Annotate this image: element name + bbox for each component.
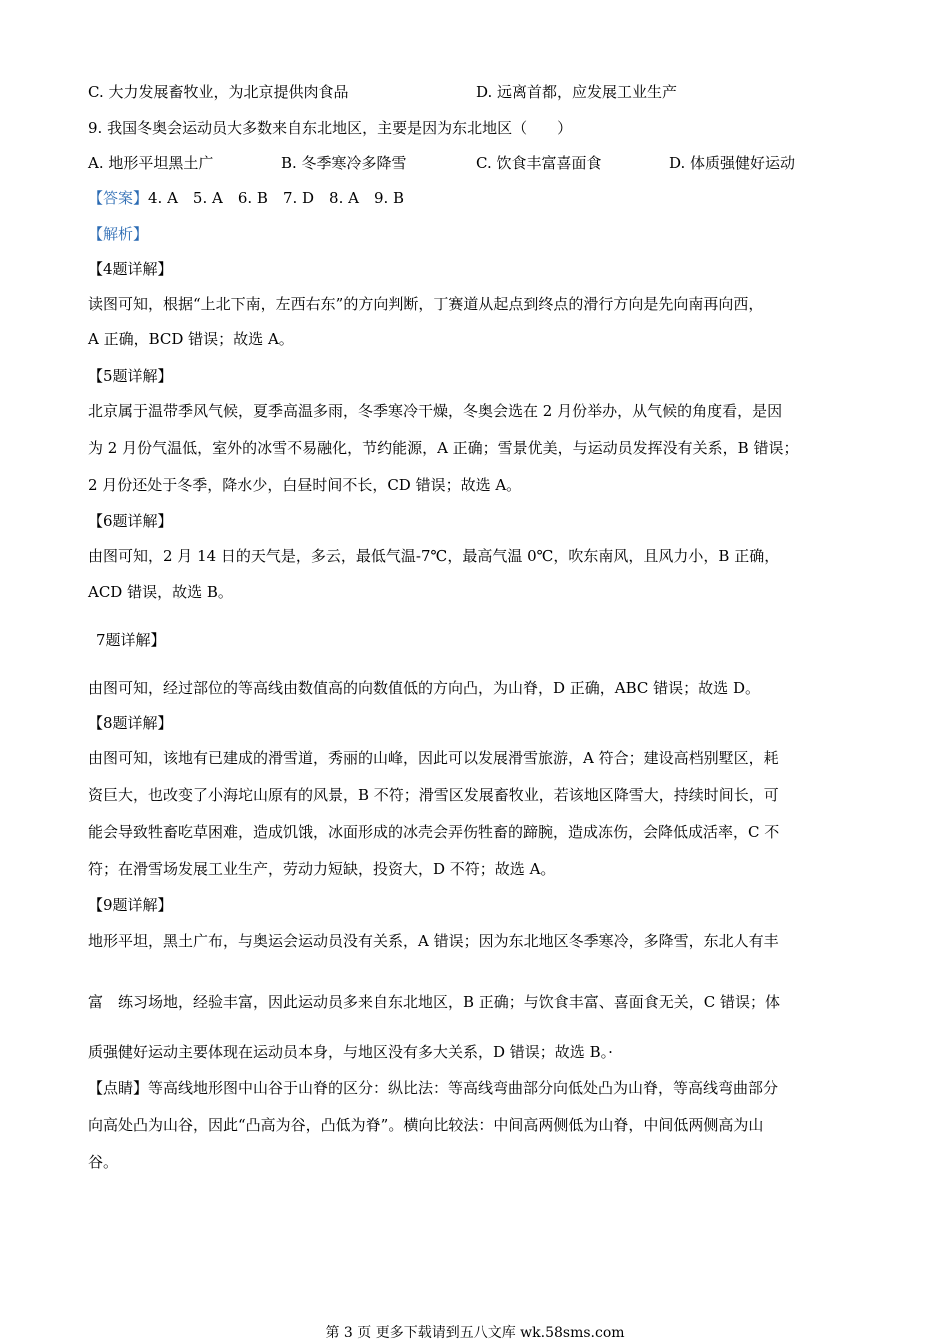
q4-line-1: 读图可知，根据“上北下南，左西右东”的方向判断，丁赛道从起点到终点的滑行方向是先向南再向西， bbox=[88, 295, 764, 313]
q4-heading: 【4题详解】 bbox=[88, 260, 173, 278]
q7-heading: 7题详解】 bbox=[96, 631, 166, 649]
answer-text: 4. A 5. A 6. B 7. D 8. A 9. B bbox=[148, 189, 405, 207]
q5-line-2: 为 2 月份气温低，室外的冰雪不易融化，节约能源，A 正确；雪景优美，与运动员发挥没有关系，B 错误； bbox=[88, 439, 799, 457]
tip-line-1: 【点睛】等高线地形图中山谷于山脊的区分：纵比法：等高线弯曲部分向低处凸为山脊，等高线弯曲部分 bbox=[88, 1079, 779, 1097]
q8-line-2: 资巨大，也改变了小海坨山原有的风景，B 不符；滑雪区发展畜牧业，若该地区降雪大，持续时间长，可 bbox=[88, 786, 779, 804]
q9-line-1: 地形平坦，黑土广布，与奥运会运动员没有关系，A 错误；因为东北地区冬季寒冷，多降雪，东北人有丰 bbox=[88, 932, 779, 950]
analysis-tag: 【解析】 bbox=[88, 225, 149, 243]
q9-option-a: A. 地形平坦黑土广 bbox=[88, 154, 214, 172]
q9-line-2: 富 练习场地，经验丰富，因此运动员多来自东北地区，B 正确；与饮食丰富、喜面食无关，C 错误；体 bbox=[88, 993, 781, 1011]
answer-tag: 【答案】 bbox=[88, 189, 149, 207]
q6-line-2: ACD 错误，故选 B。 bbox=[88, 583, 233, 601]
page-footer: 第 3 页 更多下载请到五八文库 wk.58sms.com bbox=[325, 1325, 625, 1341]
q7-line-1: 由图可知，经过部位的等高线由数值高的向数值低的方向凸，为山脊，D 正确，ABC 错误；故选 D。 bbox=[88, 679, 760, 697]
tip-line-2: 向高处凸为山谷，因此“凸高为谷，凸低为脊”。横向比较法：中间高两侧低为山脊，中间低两侧高为山 bbox=[88, 1116, 764, 1134]
q5-heading: 【5题详解】 bbox=[88, 367, 173, 385]
q9-option-c: C. 饮食丰富喜面食 bbox=[476, 154, 602, 172]
q8-option-d: D. 远离首都，应发展工业生产 bbox=[476, 83, 678, 101]
q8-line-1: 由图可知，该地有已建成的滑雪道，秀丽的山峰，因此可以发展滑雪旅游，A 符合；建设高档别墅区，耗 bbox=[88, 749, 779, 767]
tip-line-3: 谷。 bbox=[88, 1153, 119, 1171]
q9-line-3: 质强健好运动主要体现在运动员本身，与地区没有多大关系，D 错误；故选 B。· bbox=[88, 1043, 613, 1061]
q5-line-3: 2 月份还处于冬季，降水少，白昼时间不长，CD 错误；故选 A。 bbox=[88, 476, 522, 494]
q8-heading: 【8题详解】 bbox=[88, 714, 173, 732]
q6-heading: 【6题详解】 bbox=[88, 512, 173, 530]
q8-line-4: 符；在滑雪场发展工业生产，劳动力短缺，投资大，D 不符；故选 A。 bbox=[88, 860, 556, 878]
q9-option-d: D. 体质强健好运动 bbox=[669, 154, 796, 172]
q9-option-b: B. 冬季寒冷多降雪 bbox=[281, 154, 407, 172]
q8-option-c: C. 大力发展畜牧业，为北京提供肉食品 bbox=[88, 83, 349, 101]
q9-heading: 【9题详解】 bbox=[88, 896, 173, 914]
q5-line-1: 北京属于温带季风气候，夏季高温多雨，冬季寒冷干燥，冬奥会选在 2 月份举办，从气候的角度看，是因 bbox=[88, 402, 783, 420]
q6-line-1: 由图可知，2 月 14 日的天气是，多云，最低气温-7℃，最高气温 0℃，吹东南风，且风力小，B 正确， bbox=[88, 547, 780, 565]
answer-line bbox=[88, 188, 404, 208]
q8-line-3: 能会导致牲畜吃草困难，造成饥饿，冰面形成的冰壳会弄伤牲畜的蹄腕，造成冻伤，会降低成活率，C 不 bbox=[88, 823, 780, 841]
q4-line-2: A 正确，BCD 错误；故选 A。 bbox=[88, 330, 294, 348]
q9-stem: 9. 我国冬奥会运动员大多数来自东北地区，主要是因为东北地区（ ） bbox=[88, 119, 573, 137]
